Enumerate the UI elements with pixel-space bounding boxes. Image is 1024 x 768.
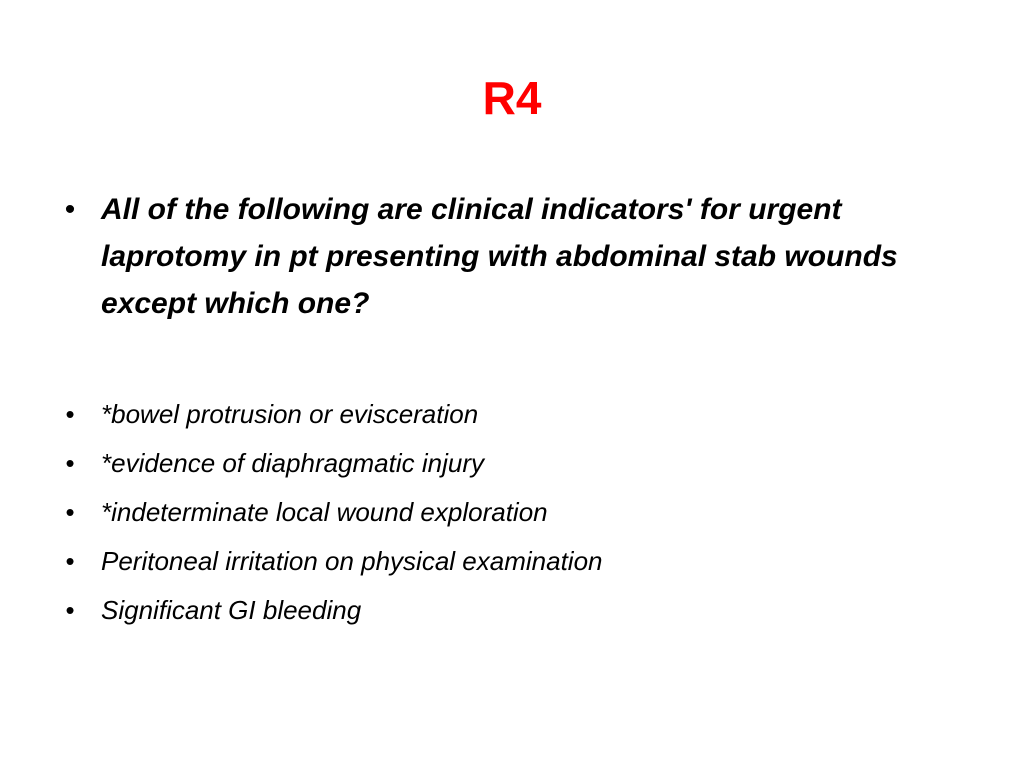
answer-options-list: [60, 390, 990, 635]
option-text: *indeterminate local wound exploration: [101, 497, 548, 527]
bullet-icon: •: [64, 193, 76, 226]
question-text: All of the following are clinical indicators' for urgent laprotomy in pt presenting with abdominal stab wounds except which one?: [101, 193, 898, 320]
list-item: [60, 488, 990, 537]
option-text: *bowel protrusion or evisceration: [101, 399, 479, 429]
bullet-icon: •: [65, 448, 75, 478]
bullet-icon: •: [65, 399, 75, 429]
list-item: [60, 439, 990, 488]
option-text: Significant GI bleeding: [101, 595, 362, 625]
slide-title: R4: [482, 72, 542, 124]
option-text: *evidence of diaphragmatic injury: [101, 448, 484, 478]
list-item: [60, 586, 990, 635]
bullet-icon: •: [65, 546, 75, 576]
bullet-icon: •: [65, 595, 75, 625]
list-item: [60, 537, 990, 586]
bullet-icon: •: [65, 497, 75, 527]
list-item: [60, 390, 990, 439]
question-item: [60, 186, 990, 327]
option-text: Peritoneal irritation on physical examination: [101, 546, 603, 576]
question-block: [60, 186, 990, 327]
